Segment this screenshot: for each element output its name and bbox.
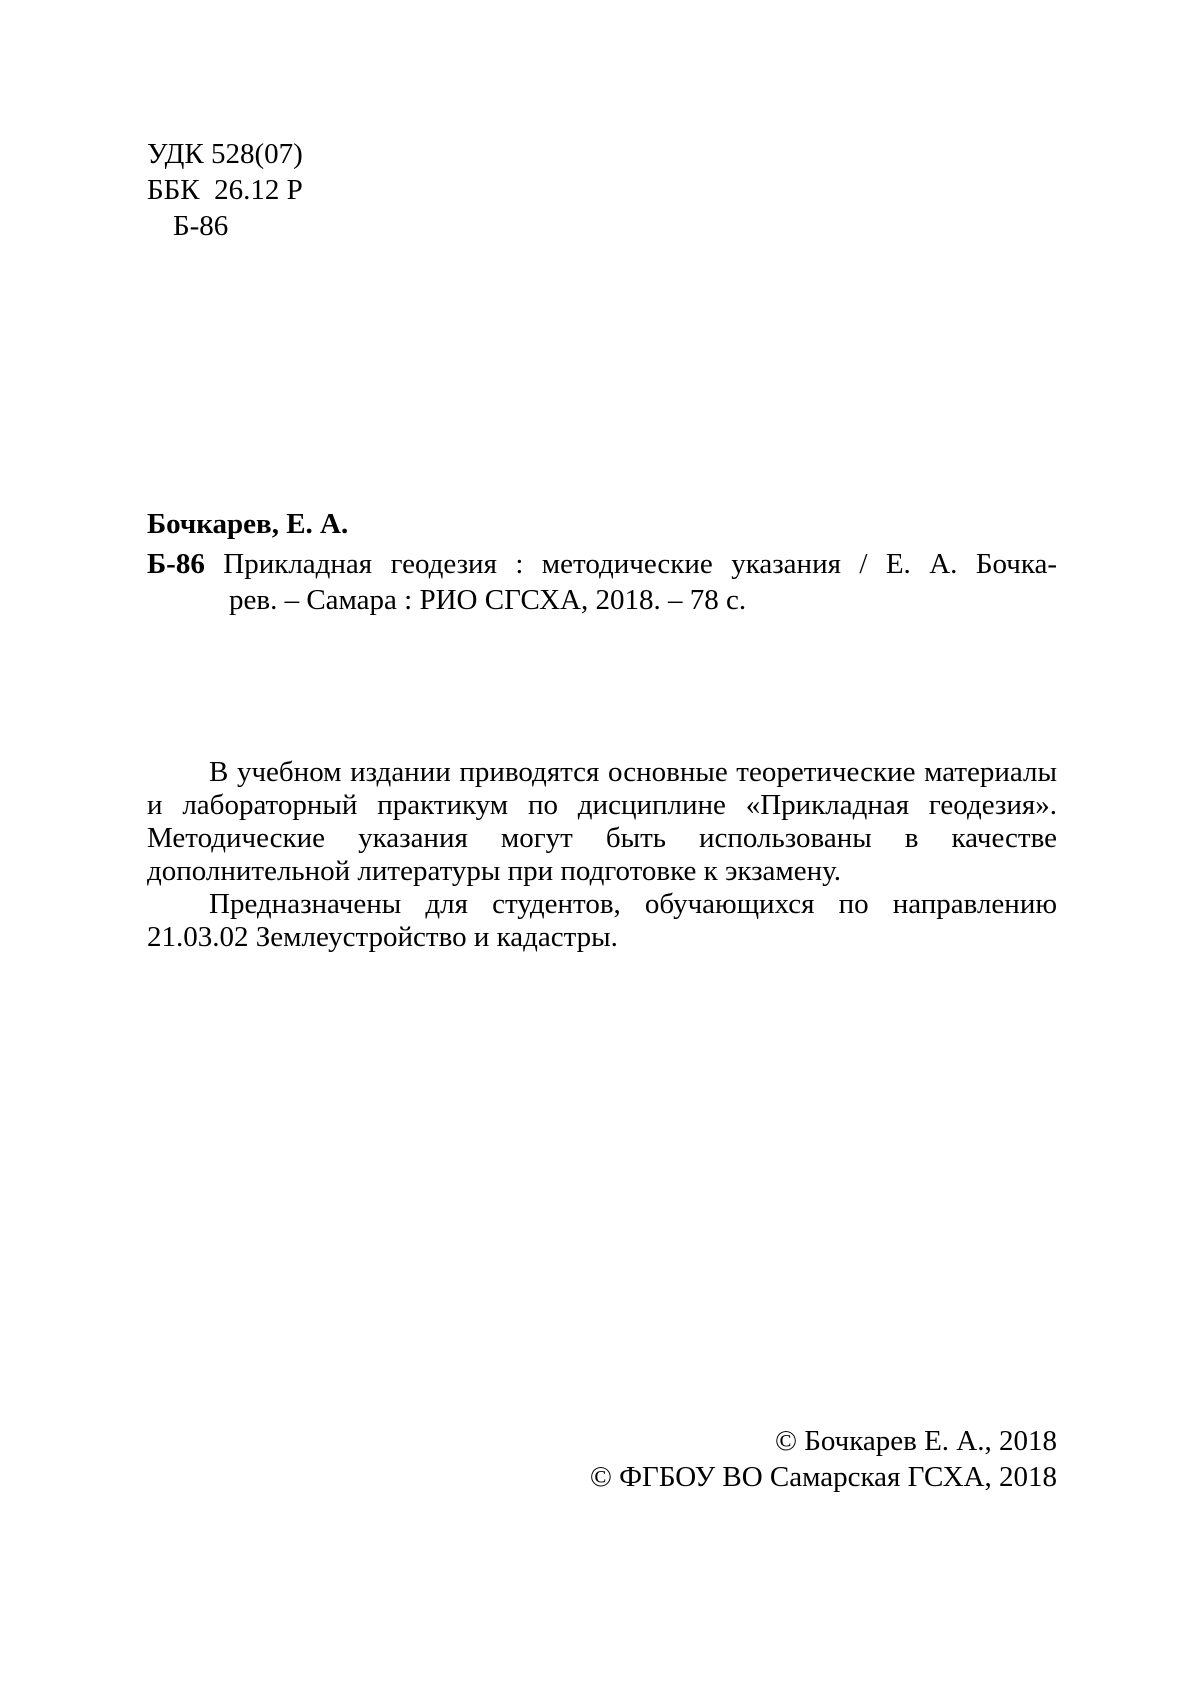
bbk-index: ББК 26.12 Р bbox=[147, 174, 303, 206]
author-mark: Б-86 bbox=[173, 210, 229, 242]
copyright-institution: © ФГБОУ ВО Самарская ГСХА, 2018 bbox=[589, 1461, 1057, 1493]
classification-block bbox=[147, 136, 547, 244]
bib-description-line1 bbox=[147, 546, 1057, 582]
copyright-block bbox=[357, 1423, 1057, 1495]
bibliographic-record bbox=[147, 506, 1057, 618]
bib-description-line2: рев. – Самара : РИО СГСХА, 2018. – 78 с. bbox=[229, 584, 747, 616]
bib-description-text1: Прикладная геодезия : методические указания / Е. А. Бочка- bbox=[204, 548, 1057, 580]
udk-index: УДК 528(07) bbox=[147, 138, 303, 170]
annotation-paragraph-2: Предназначены для студентов, обучающихся по направлению 21.03.02 Землеустройство и кадастры. bbox=[147, 888, 1057, 953]
annotation-paragraph-1: В учебном издании приводятся основные теоретические материалы и лабораторный практикум по дисциплине «Прикладная геодезия». Методические указания могут быть использованы в качестве дополнительной литературы при подготовке к экзамену. bbox=[147, 756, 1057, 887]
annotation bbox=[147, 756, 1057, 954]
copyright-author: © Бочкарев Е. А., 2018 bbox=[774, 1425, 1057, 1457]
bib-author-mark: Б-86 bbox=[147, 548, 205, 580]
author-heading: Бочкарев, Е. А. bbox=[147, 508, 349, 540]
